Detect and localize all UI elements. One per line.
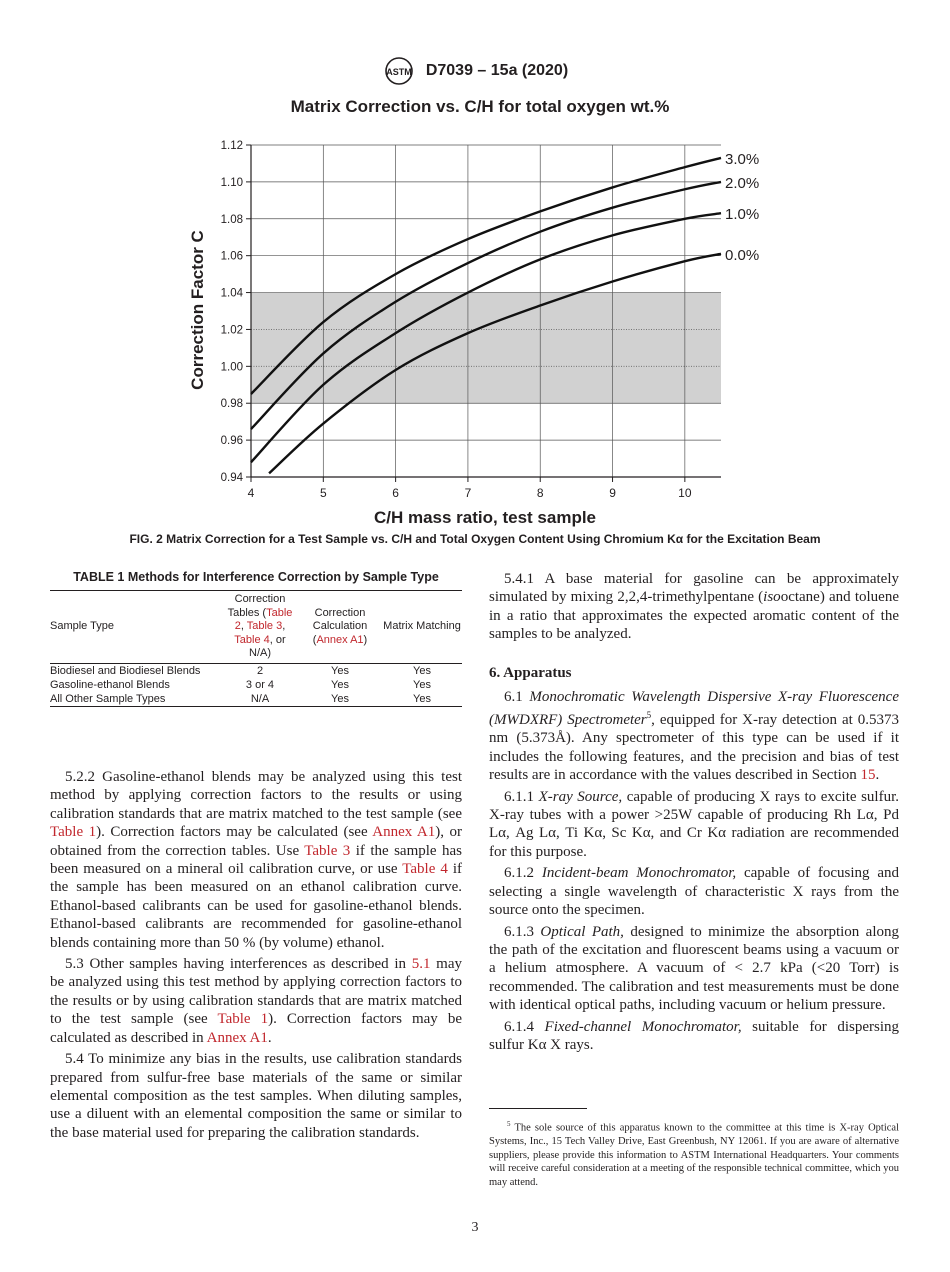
- chart-y-axis-label: Correction Factor C: [188, 230, 207, 390]
- table-title: TABLE 1 Methods for Interference Correction by Sample Type: [73, 570, 439, 584]
- header-sample-type: Sample Type: [50, 620, 115, 632]
- chart-y-tick-label: 0.98: [220, 398, 243, 411]
- header-correction-calculation: Correction Calculation (Annex A1): [312, 606, 368, 646]
- chart-y-tick-label: 1.06: [220, 250, 243, 263]
- header-matrix-matching: Matrix Matching: [383, 620, 461, 632]
- interference-correction-table: [50, 590, 462, 707]
- header-correction-tables: Correction Tables (Table 2, Table 3, Table 4, or N/A): [227, 593, 293, 659]
- table-2-link[interactable]: Table 2: [234, 606, 293, 632]
- chart-x-tick-label: 8: [536, 486, 544, 500]
- chart-x-axis-label: C/H mass ratio, test sample: [373, 508, 597, 527]
- right-text-column: [489, 570, 899, 1057]
- cell-tables: 3 or 4: [245, 678, 275, 691]
- table-3-link[interactable]: Table 3: [304, 842, 351, 859]
- paragraph-5-3: 5.3 Other samples having interferences as described in 5.1 may be analyzed using this test method by applying correction factors to the results or by using calibration standards that are matrix matched to the test sample (see Table 1). Correction factors may be calculated as described in Annex A1.: [50, 956, 462, 1046]
- cell-matching: Yes: [413, 678, 431, 691]
- chart-y-tick-label: 0.94: [220, 472, 243, 484]
- cell-calculation: Yes: [331, 664, 349, 677]
- cell-sample-type: Biodiesel and Biodiesel Blends: [50, 664, 201, 677]
- table-row: [50, 663, 462, 678]
- cell-tables: N/A: [250, 692, 270, 705]
- table-1-link[interactable]: Table 1: [217, 1011, 269, 1028]
- annex-a1-link[interactable]: Annex A1: [372, 824, 436, 841]
- paragraph-5-4: 5.4 To minimize any bias in the results, use calibration standards prepared from sulfur-free base materials of the same or similar elemental composition as the test samples. When diluting samples, use a diluent with an elemental composition the same or similar to the base material used for preparing the calibration standards.: [50, 1051, 462, 1141]
- paragraph-6-1-4: 6.1.4 Fixed-channel Monochromator, suitable for dispersing sulfur Kα X rays.: [489, 1018, 900, 1053]
- annex-a1-link[interactable]: Annex A1: [206, 1029, 268, 1046]
- chart-x-tick-label: 5: [319, 486, 327, 500]
- cell-sample-type: All Other Sample Types: [50, 692, 166, 705]
- chart-y-tick-label: 0.96: [220, 435, 243, 448]
- chart-y-tick-label: 1.08: [220, 213, 243, 226]
- astm-logo: [382, 56, 416, 86]
- section-6-heading: 6. Apparatus: [489, 664, 572, 681]
- astm-logo-text: ASTM: [386, 67, 412, 77]
- chart-x-tick-label: 10: [678, 486, 692, 500]
- chart-y-tick-label: 1.10: [220, 176, 243, 189]
- table-row: [50, 692, 462, 707]
- table-4-link[interactable]: Table 4: [234, 633, 270, 646]
- chart-y-tick-label: 1.02: [220, 324, 243, 337]
- section-15-link[interactable]: 15: [860, 767, 876, 784]
- chart-series-label: 2.0%: [725, 174, 760, 192]
- document-designation: D7039 – 15a (2020): [425, 62, 569, 79]
- chart-y-tick-label: 1.04: [220, 287, 243, 300]
- chart-series-label: 0.0%: [725, 246, 760, 264]
- cell-matching: Yes: [413, 692, 431, 705]
- chart-title: Matrix Correction vs. C/H for total oxygen wt.%: [290, 97, 670, 116]
- annex-a1-link[interactable]: Annex A1: [316, 633, 364, 646]
- chart-x-tick-label: 7: [464, 486, 472, 500]
- cell-tables: 2: [256, 664, 264, 677]
- paragraph-5-2-2: 5.2.2 Gasoline-ethanol blends may be analyzed using this test method by applying correction factors to the results or using calibration standards that are matrix matched to the test sample (see Table 1). Correction factors may be calculated (see Annex A1), or obtained from the correction tables. Use Table 3 if the sample has been measured on a mineral oil calibration curve, or use Table 4 if the sample has been measured on an ethanol calibration curve. Ethanol-based calibrants can be used for gasoline-ethanol blends. Ethanol-based calibrants are recommended for gasoline-ethanol blends containing more than 50 % (by volume) ethanol.: [50, 769, 462, 951]
- figure-caption: FIG. 2 Matrix Correction for a Test Sample vs. C/H and Total Oxygen Content Using Chromium Kα for the Excitation Beam: [129, 532, 821, 546]
- cell-calculation: Yes: [331, 692, 349, 705]
- chart-x-tick-label: 4: [247, 486, 255, 500]
- matrix-correction-chart: [170, 92, 770, 532]
- paragraph-6-1-1: 6.1.1 X-ray Source, capable of producing X rays to excite sulfur. X-ray tubes with a power >25W capable of producing Rh Lα, Pd Lα, Ag Lα, Ti Kα, Sc Kα, and Cr Kα radiation are recommended for this purpose.: [489, 788, 900, 860]
- table-header-row: [50, 591, 462, 664]
- cell-sample-type: Gasoline-ethanol Blends: [50, 678, 170, 691]
- chart-series-label: 1.0%: [725, 206, 760, 224]
- chart-series-label: 3.0%: [725, 150, 760, 168]
- paragraph-6-1: 6.1 Monochromatic Wavelength Dispersive X-ray Fluorescence (MWDXRF) Spectrometer$^5$, equipped for X-ray detection at 0.5373 nm (5.373Å). Any spectrometer of this type can be used if it includes the following features, and the precision and bias of test results are in accordance with the values described in Section 15.: [489, 688, 899, 784]
- page-number: 3: [471, 1220, 479, 1235]
- table-1: [50, 570, 462, 707]
- footnote-ref[interactable]: 5: [646, 710, 652, 721]
- table-3-link[interactable]: Table 3: [246, 620, 283, 632]
- paragraph-6-1-3: 6.1.3 Optical Path, designed to minimize the absorption along the path of the excitation and fluorescent beams using a vacuum or a helium atmosphere. A vacuum of < 2.7 kPa (<20 Torr) is recommended. The calibration and test measurements must be done with identical optical paths, including vacuum or helium pressure.: [489, 923, 900, 1014]
- chart-x-tick-label: 6: [392, 486, 399, 500]
- footnote: $^5$ The sole source of this apparatus known to the committee at this time is X-ray Optical Systems, Inc., 15 Tech Valley Drive, East Greenbush, NY 12061. If you are aware of alternative suppliers, please provide this information to ASTM International Headquarters. Your comments will receive careful consideration at a meeting of the responsible technical committee, which you may attend.: [489, 1120, 899, 1188]
- section-5-1-link[interactable]: 5.1: [411, 956, 431, 973]
- cell-matching: Yes: [413, 664, 431, 677]
- chart-y-tick-label: 1.12: [220, 140, 243, 152]
- chart-x-tick-label: 9: [609, 486, 616, 500]
- cell-calculation: Yes: [331, 678, 349, 691]
- footnote-rule: [489, 1108, 587, 1109]
- left-text-column: [50, 768, 462, 1145]
- chart-y-tick-label: 1.00: [220, 361, 243, 374]
- table-1-link[interactable]: Table 1: [50, 824, 97, 841]
- table-4-link[interactable]: Table 4: [402, 861, 448, 878]
- paragraph-5-4-1: 5.4.1 A base material for gasoline can be approximately simulated by mixing 2,2,4-trimethylpentane (isooctane) and toluene in a ratio that approximates the expected aromatic content of the samples to be analyzed.: [489, 571, 899, 643]
- page-header: [0, 56, 950, 86]
- paragraph-6-1-2: 6.1.2 Incident-beam Monochromator, capable of focusing and selecting a single wavelength of characteristic X rays from the source onto the specimen.: [489, 865, 900, 919]
- table-row: [50, 678, 462, 692]
